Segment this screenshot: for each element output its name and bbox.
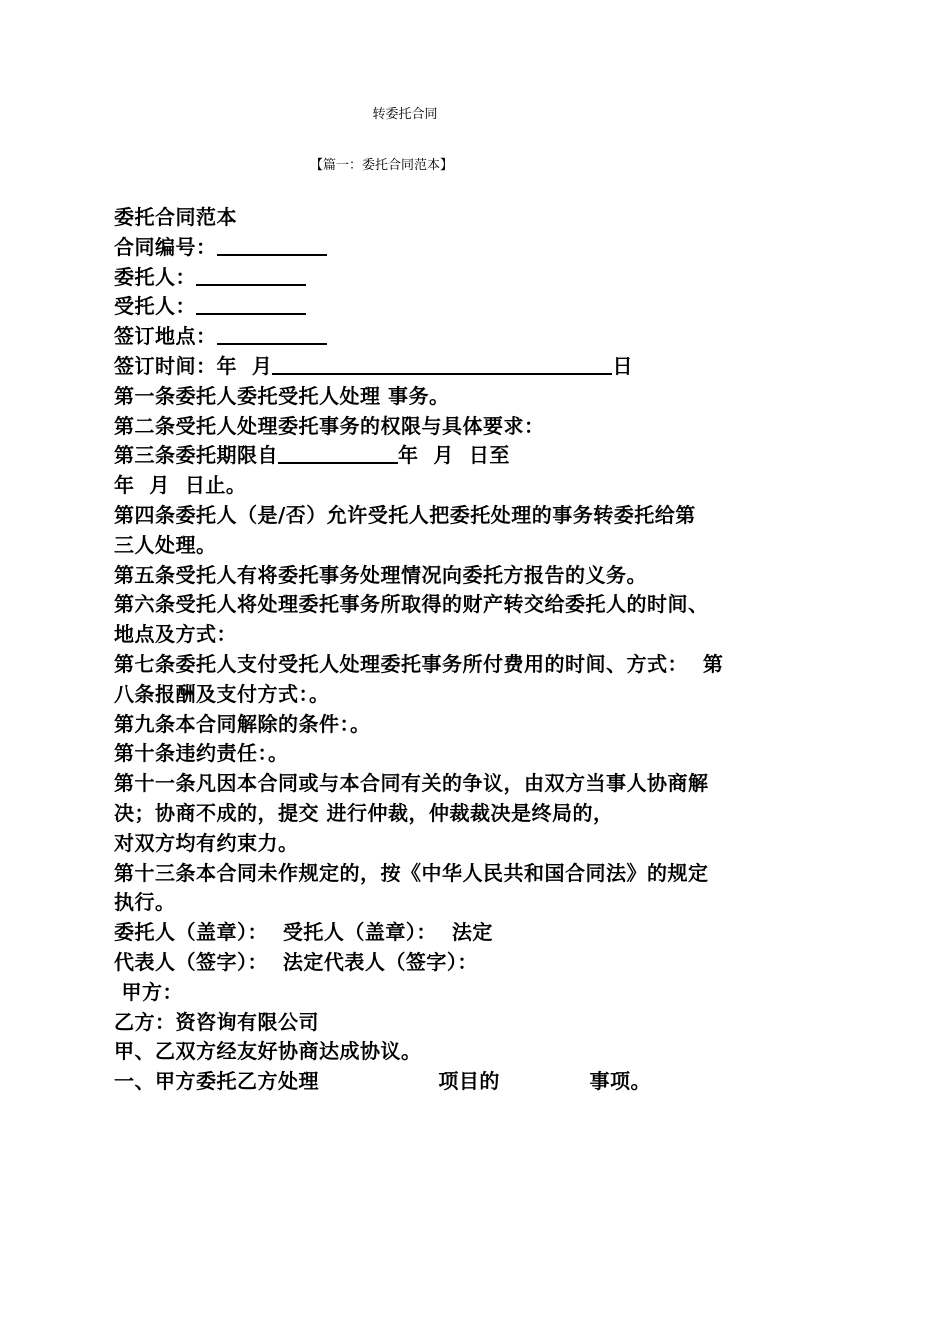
principal-blank — [196, 264, 306, 286]
sign-time-blank — [272, 353, 612, 375]
article-4-line-2: 三人处理。 — [114, 532, 217, 557]
article-6-line-1: 第六条受托人将处理委托事务所取得的财产转交给委托人的时间、 — [114, 592, 709, 617]
document-title: 转委托合同 — [372, 107, 438, 122]
sign-time-day: 日 — [612, 353, 633, 378]
article-3 — [114, 441, 834, 471]
article-1: 第一条委托人委托受托人处理 事务。 — [114, 383, 450, 408]
contract-no-label: 合同编号： — [114, 234, 217, 259]
contract-no-line — [114, 233, 834, 263]
article-7-line-2: 八条报酬及支付方式：。 — [114, 681, 330, 706]
party-a-line: 甲方： — [114, 979, 183, 1004]
article-9: 第九条本合同解除的条件：。 — [114, 711, 371, 736]
sign-time-line — [114, 352, 834, 382]
agreement-line: 甲、乙双方经友好协商达成协议。 — [114, 1039, 422, 1064]
agent-blank — [196, 293, 306, 315]
agent-label: 受托人： — [114, 294, 196, 319]
contract-body — [114, 203, 834, 1097]
sign-place-line — [114, 322, 834, 352]
sign-place-blank — [217, 323, 327, 345]
article-6-line-2: 地点及方式： — [114, 622, 237, 647]
article-7-line-1: 第七条委托人支付受托人处理委托事务所付费用的时间、方式： 第 — [114, 651, 724, 676]
sign-place-label: 签订地点： — [114, 324, 217, 349]
principal-label: 委托人： — [114, 264, 196, 289]
article-13-line-2: 执行。 — [114, 890, 176, 915]
article-3-line-2: 年 月 日止。 — [114, 473, 247, 498]
contract-no-blank — [217, 234, 327, 256]
article-4-line-1: 第四条委托人（是/否）允许受托人把委托处理的事务转委托给第 — [114, 502, 696, 527]
article-11-line-1: 第十一条凡因本合同或与本合同有关的争议，由双方当事人协商解 — [114, 771, 709, 796]
document-subtitle: 【篇一：委托合同范本】 — [310, 158, 454, 173]
signature-line-2: 代表人（签字）： 法定代表人（签字）： — [114, 949, 478, 974]
agent-line — [114, 292, 834, 322]
article-10: 第十条违约责任：。 — [114, 741, 289, 766]
contract-heading: 委托合同范本 — [114, 205, 237, 229]
term-start-blank — [278, 442, 398, 464]
principal-line — [114, 263, 834, 293]
article-2: 第二条受托人处理委托事务的权限与具体要求： — [114, 413, 545, 438]
sign-time-label: 签订时间：年 月 — [114, 353, 273, 378]
signature-line-1: 委托人（盖章）： 受托人（盖章）： 法定 — [114, 920, 493, 945]
article-13-line-1: 第十三条本合同未作规定的，按《中华人民共和国合同法》的规定 — [114, 860, 709, 885]
article-11-line-3: 对双方均有约束力。 — [114, 830, 299, 855]
clause-one-line: 一、甲方委托乙方处理 项目的 事项。 — [114, 1069, 651, 1094]
article-3-suffix: 年 月 日至 — [398, 443, 510, 468]
article-11-line-2: 决；协商不成的，提交 进行仲裁，仲裁裁决是终局的， — [114, 800, 614, 825]
article-3-prefix: 第三条委托期限自 — [114, 443, 278, 468]
party-b-line: 乙方：资咨询有限公司 — [114, 1009, 319, 1034]
article-5: 第五条受托人有将委托事务处理情况向委托方报告的义务。 — [114, 562, 647, 587]
